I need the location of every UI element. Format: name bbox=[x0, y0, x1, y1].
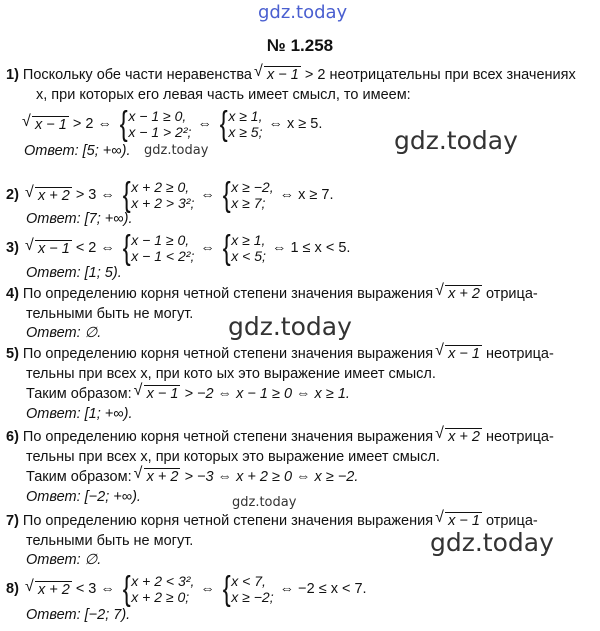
p2-s1-row2: x + 2 > 3²; bbox=[131, 195, 195, 211]
p2-lhs-tail: > 3 ⇔ bbox=[75, 187, 115, 203]
p1-number: 1) bbox=[6, 67, 19, 83]
watermark-big-2: gdz.today bbox=[228, 312, 352, 341]
watermark-big-1: gdz.today bbox=[394, 126, 518, 155]
p7-radical: √ x − 1 bbox=[445, 512, 482, 529]
p3-tail: ⇔ 1 ≤ x < 5. bbox=[271, 240, 351, 256]
p2-mid: ⇔ bbox=[200, 187, 215, 203]
problem-title: № 1.258 bbox=[266, 36, 334, 55]
p7-line2: тельными быть не могут. bbox=[26, 533, 194, 549]
p2-answer bbox=[26, 210, 132, 228]
p8-s1-row2: x + 2 ≥ 0; bbox=[131, 589, 190, 605]
p5-line3-radical: √ x − 1 bbox=[144, 385, 181, 402]
p5-text1-tail: неотрица- bbox=[485, 346, 554, 362]
p2-answer-label: Ответ: bbox=[26, 211, 81, 227]
p5-line3-tail: > −2 ⇔ x − 1 ≥ 0 ⇔ x ≥ 1. bbox=[184, 386, 350, 402]
p1-math-line bbox=[24, 107, 322, 141]
p1-brace-1: { bbox=[119, 105, 128, 143]
p2-radical: √ x + 2 bbox=[35, 187, 72, 204]
p8-brace-1: { bbox=[122, 570, 131, 608]
p1-intro-line1 bbox=[6, 66, 576, 84]
p6-number: 6) bbox=[6, 429, 19, 445]
p6-line3-radical: √ x + 2 bbox=[144, 468, 181, 485]
p2-answer-value: [7; +∞). bbox=[84, 211, 133, 227]
p2-math-line bbox=[6, 178, 334, 212]
p1-system-1 bbox=[118, 107, 191, 141]
p3-answer-label: Ответ: bbox=[26, 265, 81, 281]
p7-answer-value: ∅. bbox=[84, 552, 102, 568]
p7-text1: По определению корня четной степени значения выражения bbox=[22, 513, 434, 529]
p8-math-line bbox=[6, 572, 367, 606]
p1-tail: ⇔ x ≥ 5. bbox=[268, 116, 323, 132]
p6-answer-value: [−2; +∞). bbox=[84, 489, 141, 505]
p8-s1-row1: x + 2 < 3², bbox=[131, 573, 195, 589]
p5-line3 bbox=[26, 385, 350, 403]
p8-answer-label: Ответ: bbox=[26, 607, 81, 623]
p5-line1 bbox=[6, 345, 554, 363]
p1-lhs-tail: > 2 ⇔ bbox=[72, 116, 112, 132]
p6-answer bbox=[26, 488, 141, 506]
p2-brace-2: { bbox=[222, 176, 231, 214]
p8-system-2 bbox=[221, 572, 274, 606]
p1-brace-2: { bbox=[219, 105, 228, 143]
p3-s2-row2: x < 5; bbox=[231, 248, 266, 264]
watermark-big-3: gdz.today bbox=[430, 528, 554, 557]
p3-brace-2: { bbox=[222, 229, 231, 267]
p1-s1-row1: x − 1 ≥ 0, bbox=[128, 108, 187, 124]
p7-number: 7) bbox=[6, 513, 19, 529]
p3-system-2 bbox=[221, 231, 266, 265]
p2-tail: ⇔ x ≥ 7. bbox=[279, 187, 334, 203]
p1-s2-row2: x ≥ 5; bbox=[228, 124, 263, 140]
p2-s1-row1: x + 2 ≥ 0, bbox=[131, 179, 190, 195]
p5-radical: √ x − 1 bbox=[445, 345, 482, 362]
p4-line1 bbox=[6, 285, 538, 303]
p2-system-1 bbox=[121, 178, 194, 212]
p8-answer bbox=[26, 606, 130, 624]
watermark-small-2: gdz.today bbox=[232, 495, 297, 510]
p8-s2-row1: x < 7, bbox=[231, 573, 266, 589]
p6-line1 bbox=[6, 428, 554, 446]
p3-radical: √ x − 1 bbox=[35, 240, 72, 257]
p5-line2: тельны при всех x, при кото ых это выражение имеет смысл. bbox=[26, 366, 436, 382]
p8-mid: ⇔ bbox=[200, 581, 215, 597]
p3-s2-row1: x ≥ 1, bbox=[231, 232, 266, 248]
p1-intro-a: Поскольку обе части неравенства bbox=[22, 67, 252, 83]
p3-system-1 bbox=[121, 231, 194, 265]
p1-intro-line2: x, при которых его левая часть имеет смысл, то имеем: bbox=[36, 87, 411, 103]
p6-text1: По определению корня четной степени значения выражения bbox=[22, 429, 434, 445]
p2-s2-row1: x ≥ −2, bbox=[231, 179, 274, 195]
p3-math-line bbox=[6, 231, 350, 265]
p4-number: 4) bbox=[6, 286, 19, 302]
p4-text1: По определению корня четной степени значения выражения bbox=[22, 286, 434, 302]
p8-tail: ⇔ −2 ≤ x < 7. bbox=[279, 581, 367, 597]
p8-radical: √ x + 2 bbox=[35, 581, 72, 598]
p6-line3-tail: > −3 ⇔ x + 2 ≥ 0 ⇔ x ≥ −2. bbox=[184, 469, 359, 485]
p2-system-2 bbox=[221, 178, 274, 212]
p4-answer-value: ∅. bbox=[84, 325, 102, 341]
p3-s1-row1: x − 1 ≥ 0, bbox=[131, 232, 190, 248]
p1-s1-row2: x − 1 > 2²; bbox=[128, 124, 192, 140]
p2-number: 2) bbox=[6, 187, 19, 203]
p5-answer-label: Ответ: bbox=[26, 406, 81, 422]
p1-mid: ⇔ bbox=[197, 116, 212, 132]
p3-mid: ⇔ bbox=[200, 240, 215, 256]
p4-answer bbox=[26, 324, 101, 342]
p6-answer-label: Ответ: bbox=[26, 489, 81, 505]
p4-answer-label: Ответ: bbox=[26, 325, 81, 341]
p5-answer-value: [1; +∞). bbox=[84, 406, 133, 422]
p3-answer bbox=[26, 264, 122, 282]
p8-s2-row2: x ≥ −2; bbox=[231, 589, 274, 605]
p6-text1-tail: неотрица- bbox=[485, 429, 554, 445]
p1-system-2 bbox=[218, 107, 263, 141]
p1-answer-value: [5; +∞). bbox=[82, 143, 131, 159]
p5-number: 5) bbox=[6, 346, 19, 362]
p6-line3-lead: Таким образом: bbox=[26, 469, 132, 485]
p7-text1-tail: отрица- bbox=[485, 513, 538, 529]
p1-answer-label: Ответ: bbox=[24, 143, 79, 159]
p3-answer-value: [1; 5). bbox=[84, 265, 122, 281]
watermark-top: gdz.today bbox=[258, 2, 348, 23]
p4-line2: тельными быть не могут. bbox=[26, 306, 194, 322]
p3-brace-1: { bbox=[122, 229, 131, 267]
p8-answer-value: [−2; 7). bbox=[84, 607, 131, 623]
p3-number: 3) bbox=[6, 240, 19, 256]
p4-radical: √ x + 2 bbox=[445, 285, 482, 302]
p1-answer bbox=[24, 142, 130, 160]
p8-system-1 bbox=[121, 572, 194, 606]
p6-line3 bbox=[26, 468, 358, 486]
p1-radical: √ x − 1 bbox=[264, 66, 301, 83]
p4-text1-tail: отрица- bbox=[485, 286, 538, 302]
p8-number: 8) bbox=[6, 581, 19, 597]
p7-answer bbox=[26, 551, 101, 569]
p6-line2: тельны при всех x, при которых это выражение имеет смысл. bbox=[26, 449, 440, 465]
p8-lhs-tail: < 3 ⇔ bbox=[75, 581, 115, 597]
p5-answer bbox=[26, 405, 132, 423]
p3-lhs-tail: < 2 ⇔ bbox=[75, 240, 115, 256]
p5-text1: По определению корня четной степени значения выражения bbox=[22, 346, 434, 362]
watermark-small-1: gdz.today bbox=[144, 143, 209, 158]
p3-s1-row2: x − 1 < 2²; bbox=[131, 248, 195, 264]
p2-s2-row2: x ≥ 7; bbox=[231, 195, 266, 211]
p5-line3-lead: Таким образом: bbox=[26, 386, 132, 402]
p1-intro-b: > 2 неотрицательны при всех значениях bbox=[304, 67, 576, 83]
p6-radical: √ x + 2 bbox=[445, 428, 482, 445]
p2-brace-1: { bbox=[122, 176, 131, 214]
p8-brace-2: { bbox=[222, 570, 231, 608]
p1-s2-row1: x ≥ 1, bbox=[228, 108, 263, 124]
p7-answer-label: Ответ: bbox=[26, 552, 81, 568]
p1-math-radical: √ x − 1 bbox=[32, 116, 69, 133]
